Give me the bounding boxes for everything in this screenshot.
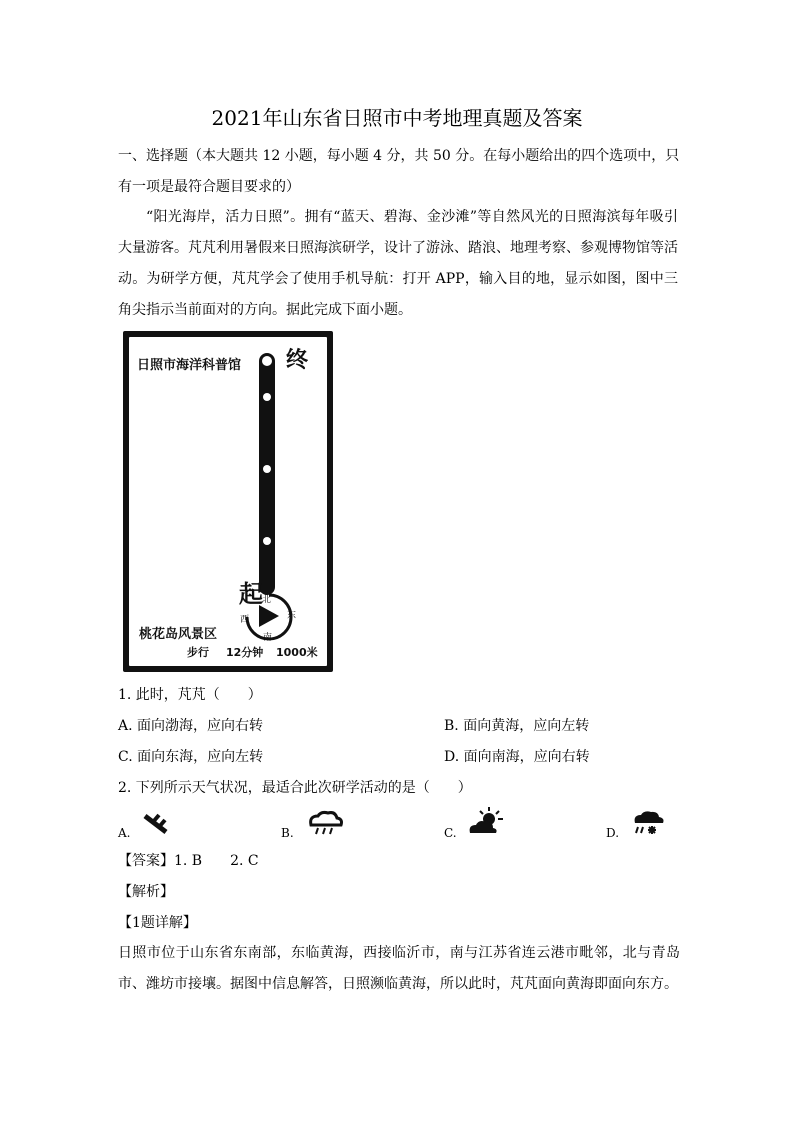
map-start-label: 起 — [239, 580, 263, 608]
q2-stem: 2. 下列所示天气状况，最适合此次研学活动的是（ ） — [118, 780, 472, 796]
compass-east: 东 — [287, 611, 297, 621]
section-heading-line2: 有一项是最符合题目要求的） — [118, 179, 300, 195]
q1-stem: 1. 此时，芃芃（ ） — [118, 687, 262, 703]
q1-option-d: D. 面向南海，应向右转 — [444, 749, 590, 765]
map-distance: 1000米 — [276, 646, 318, 659]
map-end-label: 终 — [286, 348, 309, 373]
page-title: 2021年山东省日照市中考地理真题及答案 — [211, 106, 583, 130]
map-destination: 日照市海洋科普馆 — [137, 358, 242, 373]
q2-option-c: C. — [444, 826, 457, 840]
map-time: 12分钟 — [226, 646, 264, 659]
q2-option-a: A. — [118, 826, 131, 840]
q1-option-c: C. 面向东海，应向左转 — [118, 749, 264, 765]
compass-south: 南 — [263, 633, 273, 643]
map-origin: 桃花岛风景区 — [139, 627, 218, 642]
route-line — [129, 337, 327, 666]
analysis-heading: 【解析】 — [118, 884, 174, 900]
thunderstorm-rain-icon — [305, 810, 345, 836]
wind-icon — [142, 810, 170, 836]
map-mode: 步行 — [187, 646, 209, 659]
section-heading-line1: 一、选择题（本大题共 12 小题，每小题 4 分，共 50 分。在每小题给出的四个选项中，只 — [118, 148, 680, 164]
sunny-cloudy-icon — [466, 807, 506, 837]
navigation-map-screen — [129, 337, 327, 666]
intro-paragraph: “阳光海岸，活力日照”。拥有“蓝天、碧海、金沙滩”等自然风光的日照海滨每年吸引大量游客。芃芃利用暑假来日照海滨研学，设计了游泳、踏浪、地理考察、参观博物馆等活动。为研学方便，芃芃学会了使用手机导航：打开 APP，输入目的地，显示如图，图中三角尖指示当前面对的方向。据此完成下面小题。 — [118, 209, 678, 318]
navigation-map-figure — [123, 331, 333, 672]
q2-option-d: D. — [606, 826, 620, 840]
q1-option-b: B. 面向黄海，应向左转 — [444, 718, 590, 734]
q1-option-a: A. 面向渤海，应向右转 — [118, 718, 264, 734]
detail-paragraph: 日照市位于山东省东南部，东临黄海，西接临沂市，南与江苏省连云港市毗邻，北与青岛市、潍坊市接壤。据图中信息解答，日照濒临黄海，所以此时，芃芃面向黄海即面向东方。 — [118, 945, 680, 992]
answer-line: 【答案】1. B 2. C — [118, 853, 259, 869]
compass-north: 北 — [262, 595, 272, 605]
compass-west: 西 — [240, 615, 250, 625]
q2-option-b: B. — [281, 826, 294, 840]
detail-heading: 【1题详解】 — [118, 915, 197, 931]
rain-snow-icon — [630, 810, 666, 836]
